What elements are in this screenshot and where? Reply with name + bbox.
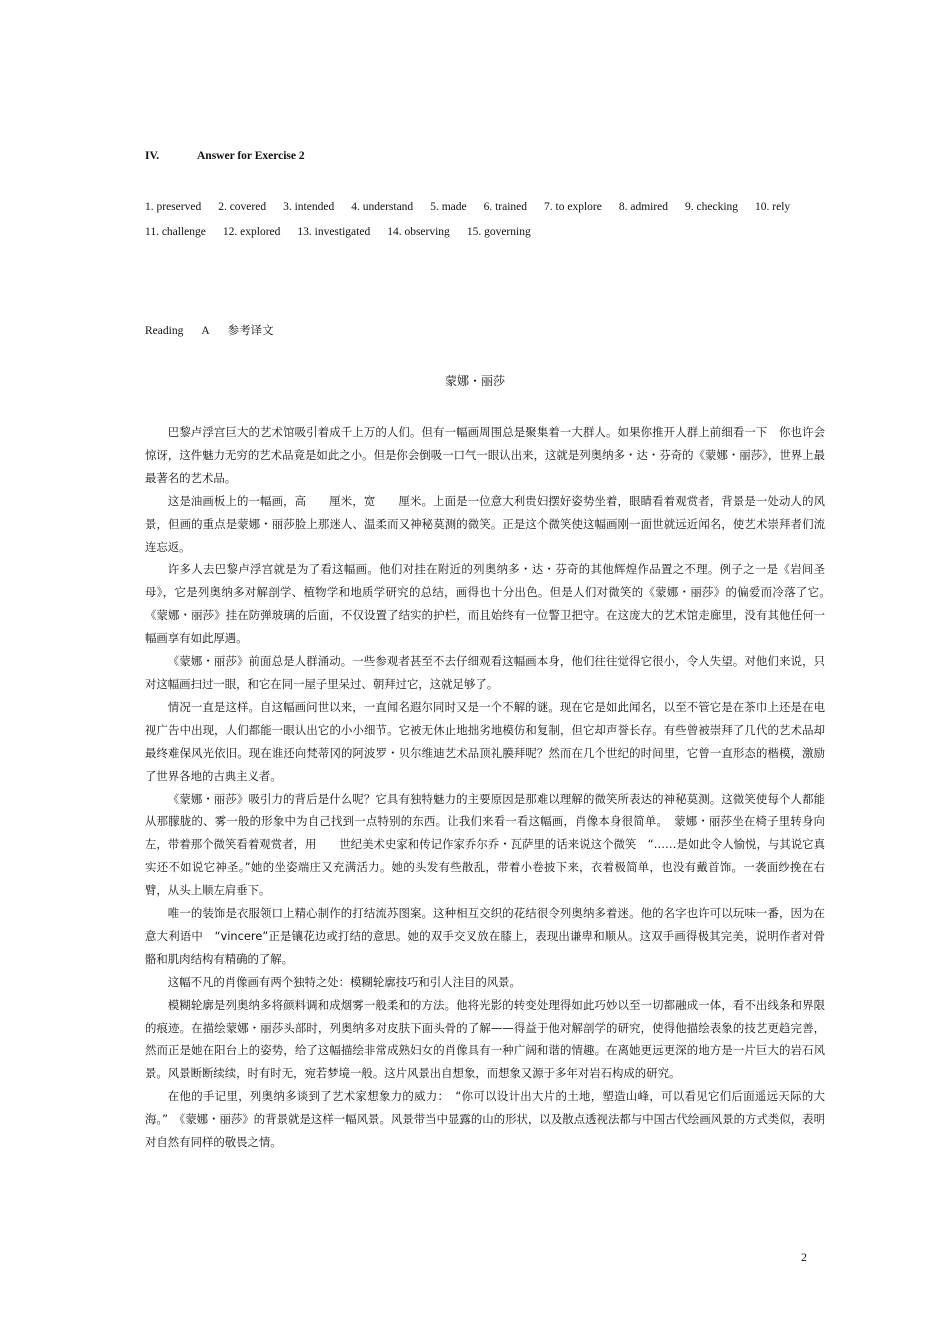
answer-item: 14. observing bbox=[387, 226, 450, 238]
reading-part: A bbox=[201, 325, 210, 337]
answer-item: 12. explored bbox=[222, 226, 281, 238]
answer-item: 10. rely bbox=[755, 201, 791, 213]
answer-item: 6. trained bbox=[483, 201, 528, 213]
paragraph: 在他的手记里，列奥纳多谈到了艺术家想象力的威力： “你可以设计出大片的土地，塑造山峰，可以看见它们后面遥远天际的大海。” 《蒙娜・丽莎》的背景就是这样一幅风景。风景带当中显露的山的形状，以及散点透视法都与中国古代绘画风景的方式类似，表明对自然有同样的敬畏之情。 bbox=[145, 1089, 825, 1150]
answer-item: 8. admired bbox=[618, 201, 669, 213]
exercise-heading bbox=[145, 150, 305, 162]
section-number: IV. bbox=[145, 150, 160, 162]
page-number: 2 bbox=[801, 1250, 807, 1264]
answer-item: 7. to explore bbox=[544, 201, 602, 213]
paragraph: 唯一的装饰是衣服领口上精心制作的打结流苏图案。这种相互交织的花结很令列奥纳多着迷。他的名字也许可以玩味一番，因为在意大利语中 “vincere”正是镶花边或打结的意思。她的双手交叉放在膝上，表现出谦卑和顺从。这双手画得极其完美，说明作者对骨骼和肌肉结构有精确的了解。 bbox=[145, 906, 825, 966]
reading-subtitle: 参考译文 bbox=[227, 325, 274, 337]
paragraph: 这是油画板上的一幅画，高 厘米，宽 厘米。上面是一位意大利贵妇摆好姿势坐着，眼睛看着观赏者，背景是一处动人的风景，但画的重点是蒙娜・丽莎脸上那迷人、温柔而又神秘莫测的微笑。正是这个微笑使这幅画刚一面世就远近闻名，使艺术崇拜者们流连忘返。 bbox=[145, 493, 825, 554]
answer-item: 4. understand bbox=[351, 201, 414, 213]
article-title: 蒙娜・丽莎 bbox=[444, 374, 505, 388]
paragraph: 巴黎卢浮宫巨大的艺术馆吸引着成千上万的人们。但有一幅画周围总是聚集着一大群人。如果你推开人群上前细看一下 你也许会惊讶，这件魅力无穷的艺术品竟是如此之小。但是你会倒吸一口气一眼认出来，这就是列奥纳多・达・芬奇的《蒙娜・丽莎》，世界上最最著名的艺术品。 bbox=[145, 425, 825, 485]
article-body bbox=[145, 421, 837, 1154]
reading-label: Reading bbox=[145, 325, 184, 337]
answer-item: 5. made bbox=[430, 201, 467, 213]
answer-list bbox=[145, 195, 845, 245]
answer-row-1 bbox=[145, 195, 845, 220]
answer-item: 9. checking bbox=[685, 201, 739, 213]
answer-item: 2. covered bbox=[218, 201, 267, 213]
paragraph: 《蒙娜・丽莎》前面总是人群涌动。一些参观者甚至不去仔细观看这幅画本身，他们往往觉得它很小，令人失望。对他们来说，只对这幅画扫过一眼，和它在同一屋子里呆过、朝拜过它，这就足够了。 bbox=[145, 654, 825, 691]
paragraph: 这幅不凡的肖像画有两个独特之处：模糊轮廓技巧和引人注目的风景。 bbox=[167, 974, 521, 989]
answer-row-2 bbox=[145, 220, 845, 245]
section-title: Answer for Exercise 2 bbox=[197, 150, 305, 162]
paragraph: 《蒙娜・丽莎》吸引力的背后是什么呢？它具有独特魅力的主要原因是那难以理解的微笑所表达的神秘莫测。这微笑使每个人都能从那朦胧的、雾一般的形象中为自己找到一点特别的东西。让我们来看一看这幅画，肖像本身很简单。 蒙娜・丽莎坐在椅子里转身向左，带着那个微笑看着观赏者，用 世纪美术史家和传记作家乔尔乔・瓦萨里的话来说这个微笑 “……是如此令人愉悦，与其说它真实还不如说它神圣。”她的坐姿端庄又充满活力。她的头发有些散乱，带着小卷披下来，衣着极简单，也没有戴首饰。一袭面纱挽在右臂，从头上顺左肩垂下。 bbox=[145, 791, 825, 898]
answer-item: 11. challenge bbox=[145, 226, 206, 238]
paragraph: 模糊轮廓是列奥纳多将颜料调和成烟雾一般柔和的方法。他将光影的转变处理得如此巧妙以至一切都融成一体，看不出线条和界限的痕迹。在描绘蒙娜・丽莎头部时，列奥纳多对皮肤下面头骨的了解——得益于他对解剖学的研究，使得他描绘表象的技艺更趋完善，然而正是她在阳台上的姿势，给了这幅描绘非常成熟妇女的肖像具有一种广阔和谐的情趣。在离她更远更深的地方是一片巨大的岩石风景。风景断断续续，时有时无，宛若梦境一般。这片风景出自想象，而想象又源于多年对岩石构成的研究。 bbox=[145, 997, 825, 1081]
answer-item: 13. investigated bbox=[297, 226, 371, 238]
paragraph: 情况一直是这样。自这幅画问世以来，一直闻名遐尔同时又是一个不解的谜。现在它是如此闻名，以至不管它是在茶巾上还是在电视广告中出现，人们都能一眼认出它的小小细节。它被无休止地拙劣地模仿和复制，但它却声誉长存。有些曾被崇拜了几代的艺术品却最终难保风光依旧。现在谁还向梵蒂冈的阿波罗・贝尔维迪艺术品顶礼膜拜呢？然而在几个世纪的时间里，它曾一直形态的楷模，激励了世界各地的古典主义者。 bbox=[145, 699, 825, 783]
reading-heading bbox=[145, 322, 274, 338]
answer-item: 15. governing bbox=[466, 226, 531, 238]
answer-item: 3. intended bbox=[283, 201, 335, 213]
answer-item: 1. preserved bbox=[145, 201, 202, 213]
paragraph: 许多人去巴黎卢浮宫就是为了看这幅画。他们对挂在附近的列奥纳多・达・芬奇的其他辉煌作品置之不理。例子之一是《岩间圣母》，它是列奥纳多对解剖学、植物学和地质学研究的总结，画得也十分出色。但是人们对微笑的《蒙娜・丽莎》的偏爱而冷落了它。 《蒙娜・丽莎》挂在防弹玻璃的后面，不仅设置了结实的护栏，而且始终有一位警卫把守。在这庞大的艺术馆走廊里，没有其他任何一幅画享有如此厚遇。 bbox=[145, 562, 837, 646]
